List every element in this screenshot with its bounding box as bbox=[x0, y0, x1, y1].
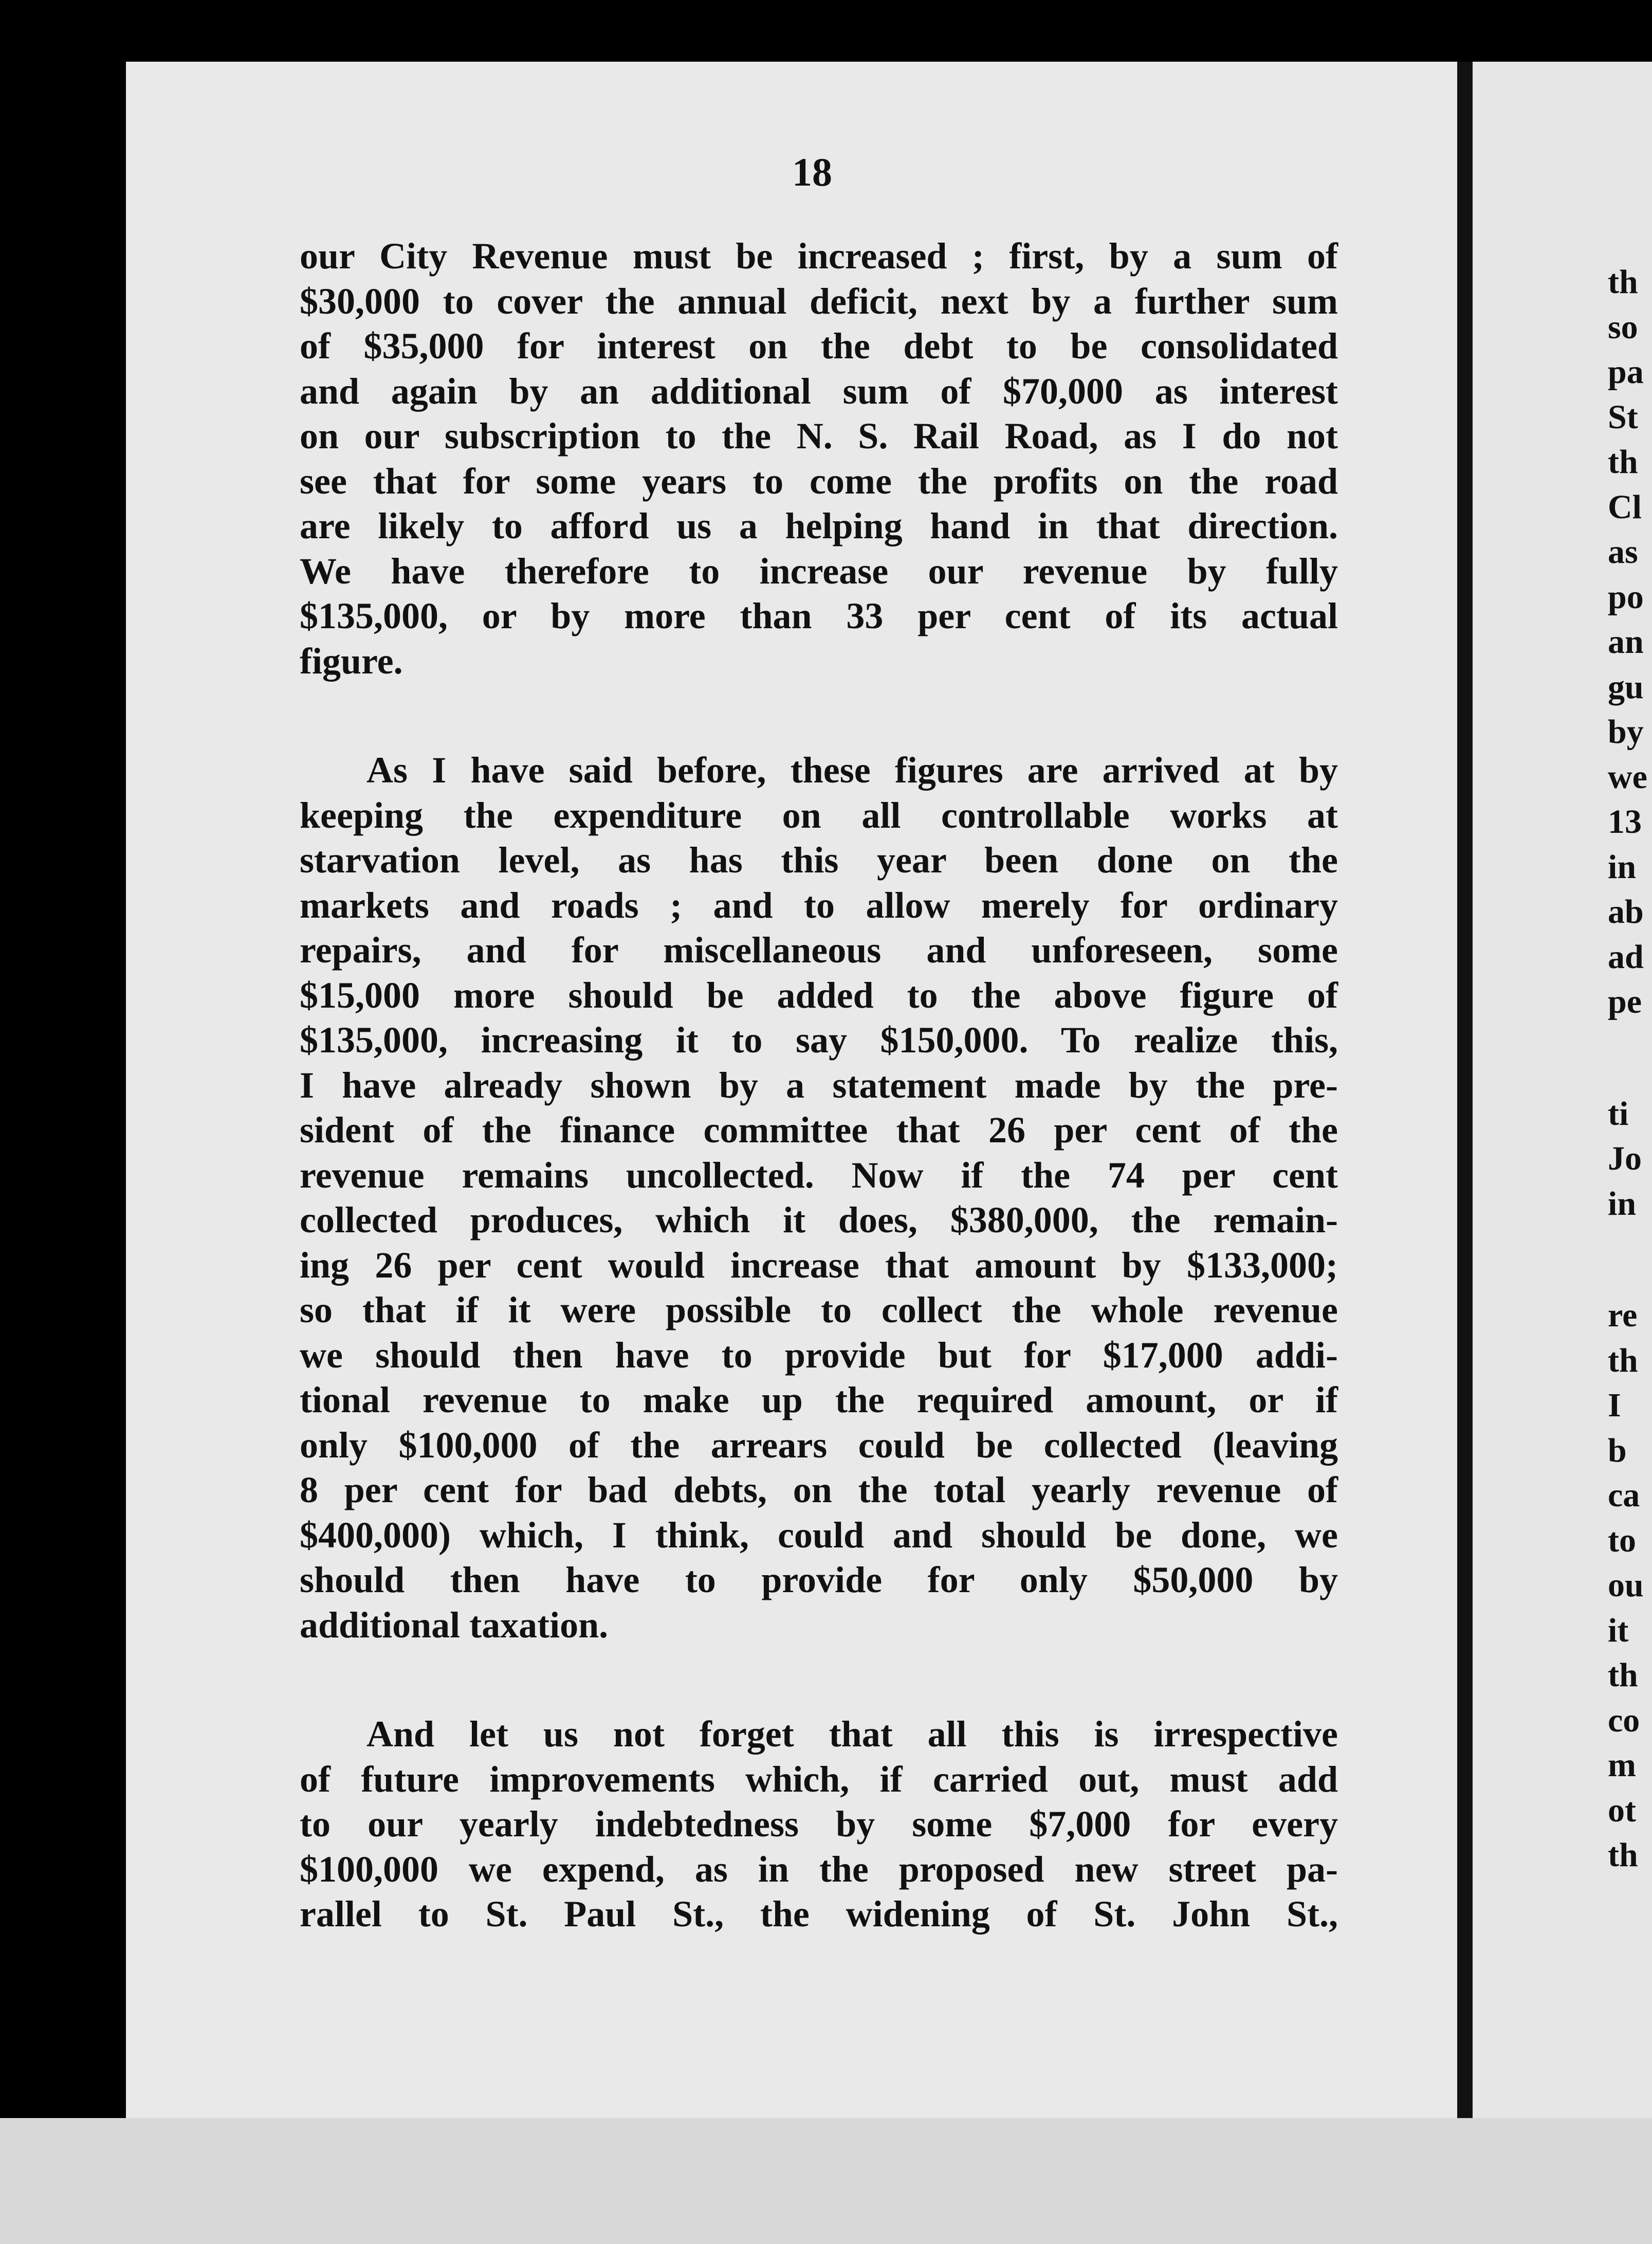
fragment: re bbox=[1608, 1297, 1638, 1334]
text-line: collected produces, which it does, $380,000, the remain- bbox=[300, 1199, 1338, 1240]
fragment: so bbox=[1608, 308, 1638, 346]
fragment: po bbox=[1608, 578, 1644, 616]
text-line: $30,000 to cover the annual deficit, next by a further sum bbox=[300, 280, 1338, 322]
text-line: I have already shown by a statement made by the pre- bbox=[300, 1064, 1338, 1106]
fragment: St bbox=[1608, 398, 1638, 436]
text-line: rallel to St. Paul St., the widening of St. John St., bbox=[300, 1893, 1338, 1935]
text-line: 8 per cent for bad debts, on the total yearly revenue of bbox=[300, 1469, 1338, 1510]
fragment: an bbox=[1608, 623, 1644, 661]
fragment: gu bbox=[1608, 668, 1644, 706]
text-line: of future improvements which, if carried out, must add bbox=[300, 1758, 1338, 1800]
adjacent-page-text bbox=[1608, 260, 1652, 1878]
text-line: only $100,000 of the arrears could be collected (leaving bbox=[300, 1424, 1338, 1466]
fragment: Jo bbox=[1608, 1140, 1642, 1177]
fragment: th bbox=[1608, 443, 1638, 481]
fragment: pa bbox=[1608, 353, 1644, 391]
fragment: by bbox=[1608, 713, 1644, 751]
body-text bbox=[300, 234, 1338, 1937]
scan-bottom-margin bbox=[0, 2118, 1652, 2244]
paragraph-3 bbox=[300, 1712, 1338, 1937]
fragment: ca bbox=[1608, 1476, 1640, 1514]
text-line: tional revenue to make up the required amount, or if bbox=[300, 1379, 1338, 1420]
text-line: and again by an additional sum of $70,000 as interest bbox=[300, 370, 1338, 412]
paragraph-1 bbox=[300, 234, 1338, 684]
fragment: th bbox=[1608, 1836, 1638, 1874]
text-line: revenue remains uncollected. Now if the 74 per cent bbox=[300, 1154, 1338, 1196]
fragment: Cl bbox=[1608, 488, 1642, 526]
fragment: ab bbox=[1608, 893, 1644, 931]
fragment: m bbox=[1608, 1746, 1636, 1784]
text-line: And let us not forget that all this is irrespective bbox=[366, 1713, 1338, 1755]
text-line: $15,000 more should be added to the above figure of bbox=[300, 974, 1338, 1016]
text-line: sident of the finance committee that 26 per cent of the bbox=[300, 1109, 1338, 1151]
fragment: pe bbox=[1608, 983, 1642, 1020]
text-line: markets and roads ; and to allow merely for ordinary bbox=[300, 884, 1338, 926]
text-line: of $35,000 for interest on the debt to be consolidated bbox=[300, 325, 1338, 367]
fragment: ti bbox=[1608, 1094, 1629, 1133]
text-line: As I have said before, these figures are arrived at by bbox=[366, 750, 1338, 791]
text-line: figure. bbox=[300, 640, 403, 682]
fragment: 13 bbox=[1608, 803, 1642, 841]
fragment: th bbox=[1608, 1341, 1638, 1379]
fragment: it bbox=[1608, 1611, 1629, 1649]
text-line: our City Revenue must be increased ; first, by a sum of bbox=[300, 235, 1338, 277]
fragment: we bbox=[1608, 758, 1647, 796]
text-line: $100,000 we expend, as in the proposed new street pa- bbox=[300, 1848, 1338, 1890]
text-line: on our subscription to the N. S. Rail Road, as I do not bbox=[300, 415, 1338, 457]
fragment: co bbox=[1608, 1701, 1640, 1739]
fragment: th bbox=[1608, 1656, 1638, 1694]
fragment: in bbox=[1608, 848, 1637, 886]
fragment: ou bbox=[1608, 1566, 1644, 1604]
text-line: starvation level, as has this year been done on the bbox=[300, 840, 1338, 881]
text-line: so that if it were possible to collect the whole revenue bbox=[300, 1289, 1338, 1330]
text-line: $400,000) which, I think, could and should be done, we bbox=[300, 1514, 1338, 1556]
fragment: b bbox=[1608, 1431, 1627, 1469]
page-gutter bbox=[1457, 62, 1473, 2118]
text-line: are likely to afford us a helping hand in that direction. bbox=[300, 505, 1338, 546]
fragment: ot bbox=[1608, 1791, 1636, 1829]
text-line: see that for some years to come the profits on the road bbox=[300, 460, 1338, 502]
fragment: in bbox=[1608, 1184, 1637, 1223]
fragment: I bbox=[1608, 1386, 1621, 1424]
page-number: 18 bbox=[792, 150, 832, 194]
paragraph-2 bbox=[300, 748, 1338, 1648]
text-line: ing 26 per cent would increase that amount by $133,000; bbox=[300, 1244, 1338, 1286]
text-line: repairs, and for miscellaneous and unforeseen, some bbox=[300, 929, 1338, 971]
text-line: should then have to provide for only $50,000 by bbox=[300, 1559, 1338, 1600]
text-line: to our yearly indebtedness by some $7,000 for every bbox=[300, 1803, 1338, 1845]
text-line: $135,000, or by more than 33 per cent of its actual bbox=[300, 595, 1338, 636]
fragment: as bbox=[1608, 533, 1638, 571]
fragment: th bbox=[1608, 263, 1638, 301]
text-line: $135,000, increasing it to say $150,000. To realize this, bbox=[300, 1019, 1338, 1061]
text-line: We have therefore to increase our revenue by fully bbox=[300, 550, 1338, 592]
fragment: ad bbox=[1608, 938, 1644, 976]
text-line: additional taxation. bbox=[300, 1604, 609, 1646]
text-line: keeping the expenditure on all controllable works at bbox=[300, 794, 1338, 836]
text-line: we should then have to provide but for $17,000 addi- bbox=[300, 1334, 1338, 1376]
fragment: to bbox=[1608, 1521, 1636, 1559]
